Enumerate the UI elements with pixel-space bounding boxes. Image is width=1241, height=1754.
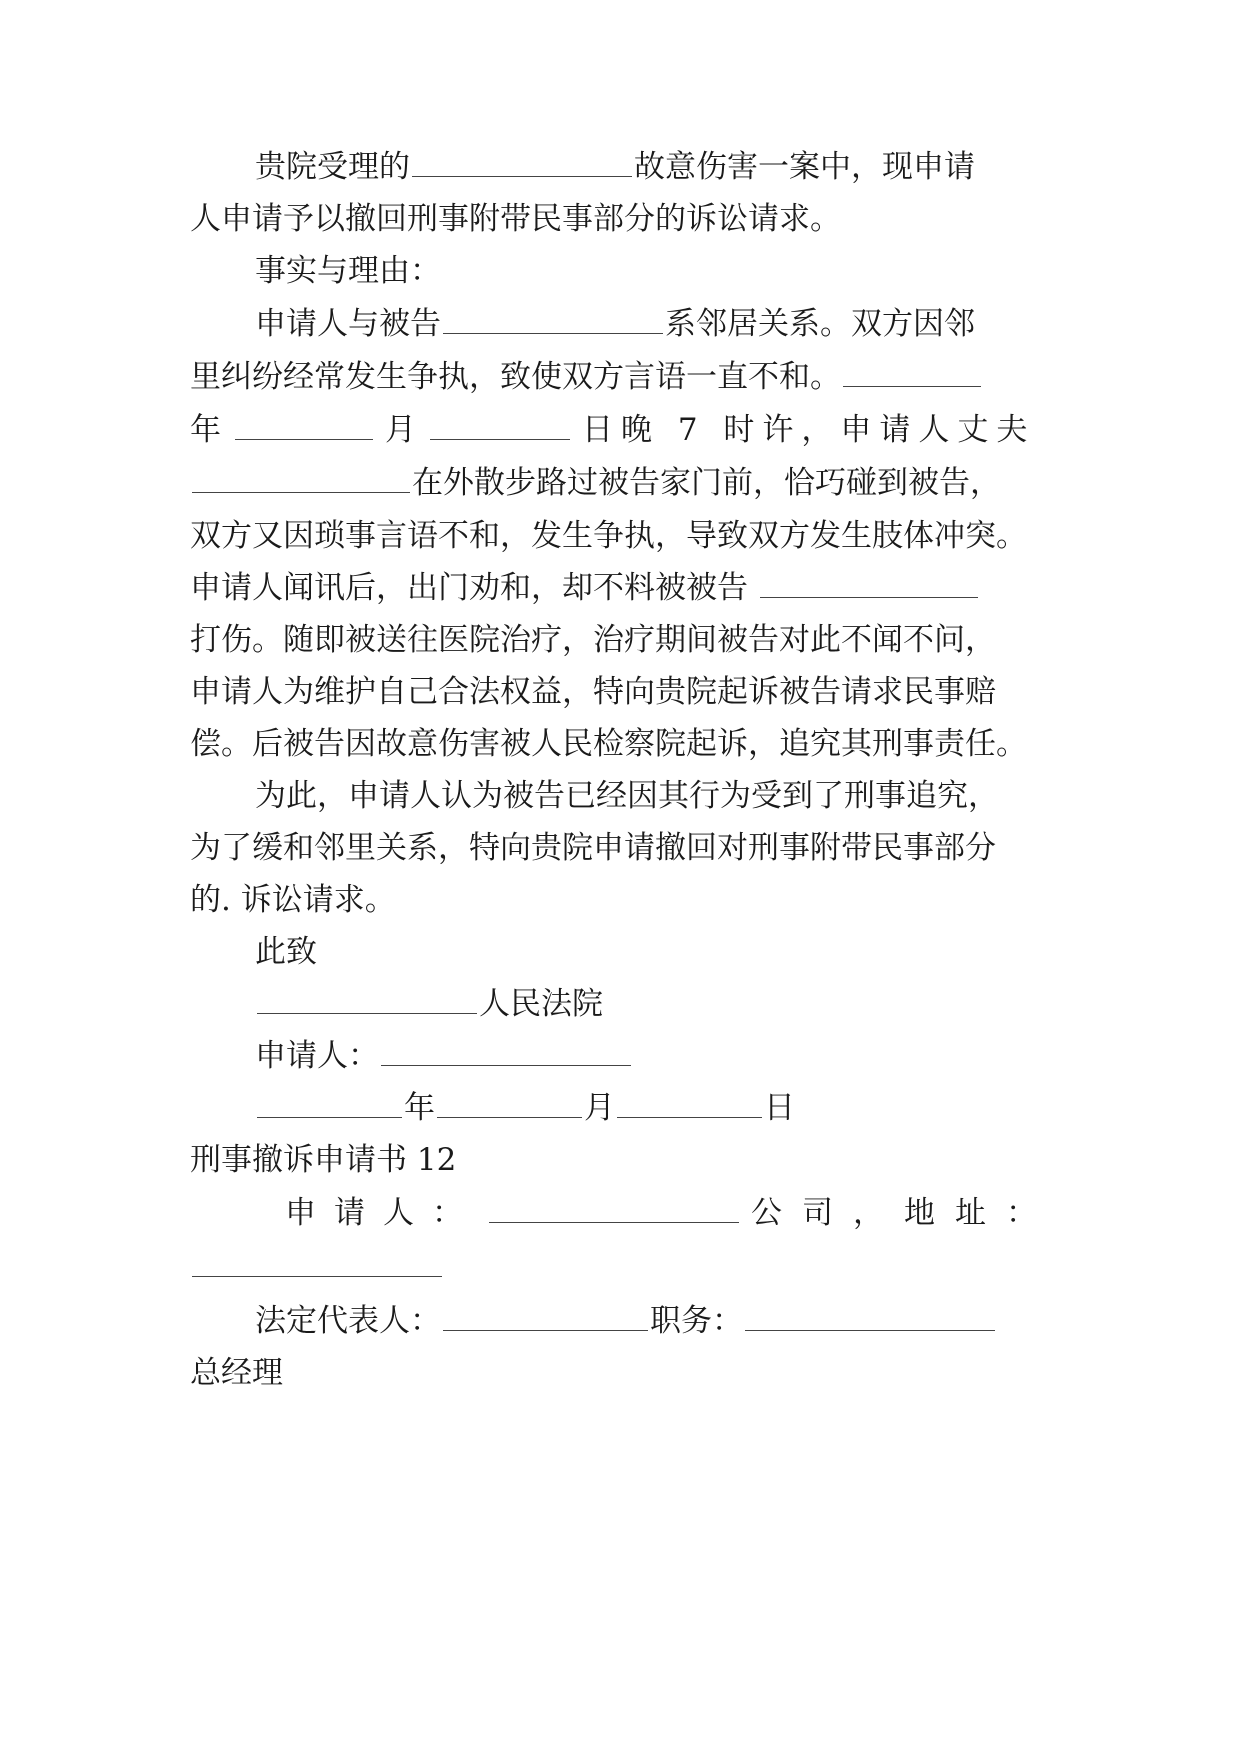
fill-blank-month-num xyxy=(235,409,373,440)
text: 人民法院 xyxy=(479,986,603,1022)
salutation: 此致 xyxy=(255,934,317,970)
text: 系邻居关系。双方因邻 xyxy=(665,306,975,342)
fill-blank-date-year xyxy=(257,1087,402,1118)
doc2-legal-rep-line xyxy=(255,1294,1050,1348)
text: 年 xyxy=(404,1090,435,1126)
para2-line8: 申请人为维护自己合法权益，特向贵院起诉被告请求民事赔 xyxy=(190,674,996,710)
court-line xyxy=(255,977,1050,1031)
fill-blank-date-month xyxy=(437,1087,582,1118)
text: 申请人： xyxy=(285,1195,481,1231)
fill-blank-address xyxy=(192,1246,442,1277)
doc2-title: 刑事撤诉申请书 12 xyxy=(190,1142,457,1178)
para3-line2: 为了缓和邻里关系，特向贵院申请撤回对刑事附带民事部分 xyxy=(190,830,996,866)
fill-blank-defendant xyxy=(443,303,663,334)
text: 月 xyxy=(385,412,416,448)
para2-line9: 偿。后被告因故意伤害被人民检察院起诉，追究其刑事责任。 xyxy=(190,726,1027,762)
fill-blank-husband xyxy=(192,462,410,493)
fill-blank-position xyxy=(745,1300,995,1331)
para2-line4 xyxy=(190,456,1050,510)
text: 申请人闻讯后，出门劝和，却不料被被告 xyxy=(190,570,748,606)
fill-blank-day-num xyxy=(430,409,570,440)
para2-line7: 打伤。随即被送往医院治疗，治疗期间被告对此不闻不问， xyxy=(190,622,996,658)
text: 申请人： xyxy=(255,1038,379,1074)
fill-blank-case-name xyxy=(412,146,632,177)
text: 里纠纷经常发生争执，致使双方言语一直不和。 xyxy=(190,359,841,395)
applicant-signature-line xyxy=(255,1029,1050,1083)
doc2-position-value: 总经理 xyxy=(190,1355,283,1391)
para2-line5: 双方又因琐事言语不和，发生争执，导致双方发生肢体冲突。 xyxy=(190,518,1027,554)
para3-line1: 为此，申请人认为被告已经因其行为受到了刑事追究， xyxy=(255,778,999,814)
fill-blank-court xyxy=(257,983,477,1014)
text: 贵院受理的 xyxy=(255,149,410,185)
para2-line1 xyxy=(255,297,1050,351)
text: 公司，地址： xyxy=(751,1195,1057,1231)
text: 职务： xyxy=(650,1303,743,1339)
date-line xyxy=(255,1081,1050,1135)
text: 日 xyxy=(764,1090,795,1126)
text: 在外散步路过被告家门前，恰巧碰到被告， xyxy=(412,465,1001,501)
para1-line1 xyxy=(255,140,1050,194)
fill-blank-date-day xyxy=(617,1087,762,1118)
text: 月 xyxy=(584,1090,615,1126)
text: 故意伤害一案中，现申请 xyxy=(634,149,975,185)
fill-blank-company xyxy=(489,1192,739,1223)
para3-line3: 的. 诉讼请求。 xyxy=(190,882,396,918)
text: 年 xyxy=(190,412,221,448)
fill-blank-year-num xyxy=(843,356,981,387)
fill-blank-legal-rep xyxy=(443,1300,648,1331)
text: 日晚 7 时许，申请人丈夫 xyxy=(582,412,1036,448)
para2-line6 xyxy=(190,561,1050,615)
doc2-address-blank-line xyxy=(190,1240,1050,1294)
fill-blank-applicant xyxy=(381,1035,631,1066)
fill-blank-defendant-2 xyxy=(760,567,978,598)
doc2-applicant-line xyxy=(285,1186,1057,1240)
para1-line2: 人申请予以撤回刑事附带民事部分的诉讼请求。 xyxy=(190,201,841,237)
facts-heading: 事实与理由： xyxy=(255,253,441,289)
para2-line3 xyxy=(190,403,1050,457)
text: 申请人与被告 xyxy=(255,306,441,342)
para2-line2 xyxy=(190,350,1050,404)
text: 法定代表人： xyxy=(255,1303,441,1339)
